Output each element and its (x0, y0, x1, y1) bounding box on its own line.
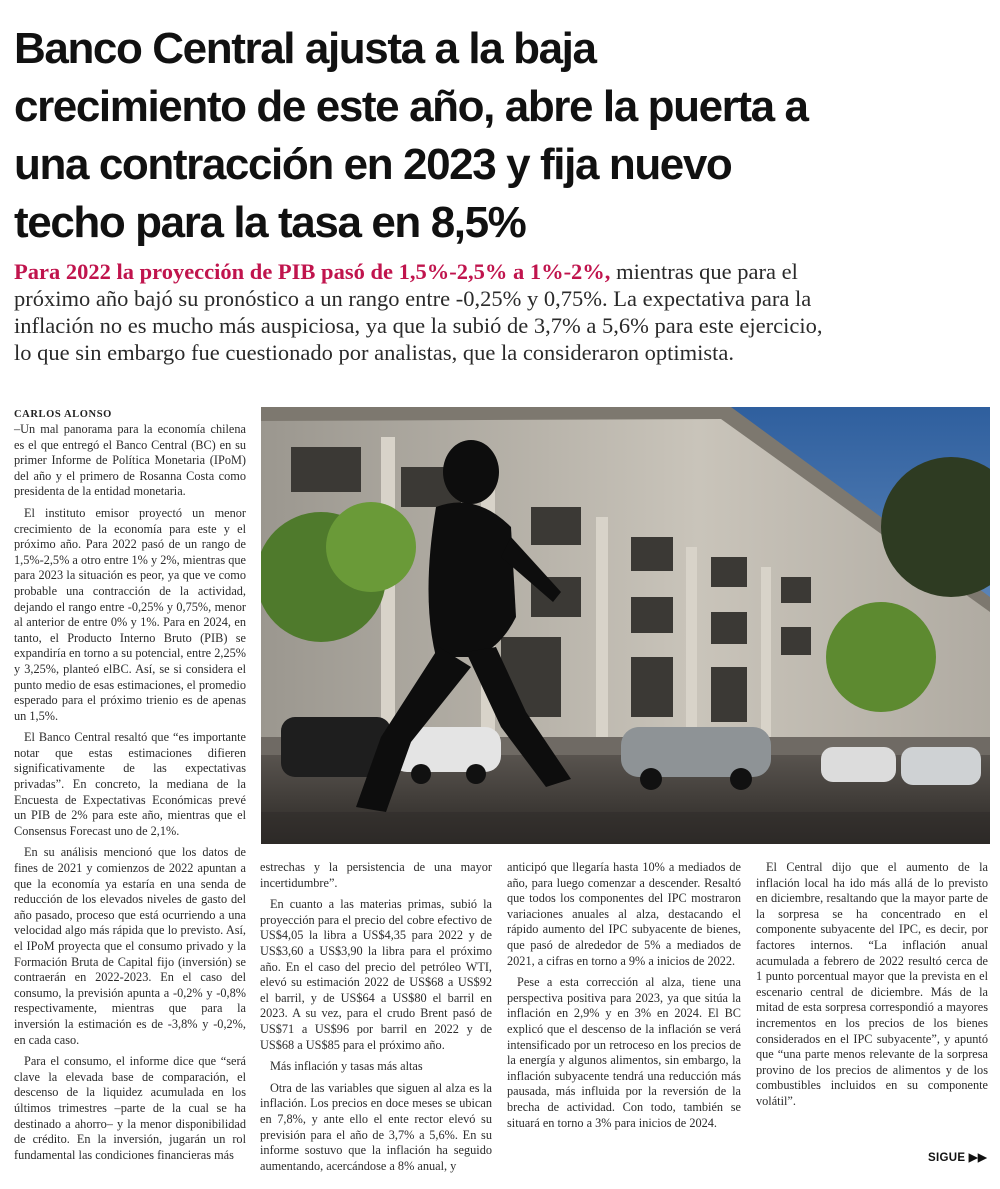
lead-line: lo que sin embargo fue cuestionado por analistas, que la consideraron optimista. (14, 340, 735, 365)
paragraph: Pese a esta corrección al alza, tiene una perspectiva positiva para 2023, ya que sitúa la inflación en 2,9% y en 3% en 2024. El BC explicó que el descenso de la inflación se verá intensificado por un retroceso en los precios de la energía y algunos alimentos, sin embargo, la inflación subyacente tendrá una reducción más pausada, más influida por la reversión de la brecha de actividad. Con todo, también se situará en torno a 3% para inicios de 2024. (507, 975, 741, 1130)
article-column-4 (756, 860, 988, 1116)
paragraph: anticipó que llegaría hasta 10% a mediados de año, para luego comenzar a descender. Resaltó que todos los componentes del IPC mostraron variaciones anuales al alza, destacando el rápido aumento del IPC subyacente de bienes, que pasó de alrededor de 5% a mediados de 2021, a cifras en torno a 9% a inicios de 2022. (507, 860, 741, 968)
paragraph: –Un mal panorama para la economía chilena es el que entregó el Banco Central (BC) en su primer Informe de Política Monetaria (IPoM) del año y el primero de Rosanna Costa como presidenta de la entidad monetaria. (14, 422, 246, 499)
article-column-2 (260, 860, 492, 1180)
lead-line: próximo año bajó su pronóstico a un rango entre -0,25% y 0,75%. La expectativa para la (14, 286, 812, 311)
headline-line: techo para la tasa en 8,5% (14, 198, 526, 247)
headline (14, 20, 989, 252)
article-photo (261, 407, 990, 844)
article-column-1 (14, 422, 246, 1172)
lead-line-1 (14, 258, 989, 285)
headline-line: crecimiento de este año, abre la puerta a (14, 82, 808, 131)
bank-building-photo (261, 407, 990, 844)
paragraph: En su análisis mencionó que los datos de fines de 2021 y comienzos de 2022 apuntan a que la economía ya estaría en una senda de reducción de los elevados niveles de gasto del año pasado, proceso que está ocurriendo a una velocidad algo más rápida que lo previsto. Así, el IPoM proyecta que el consumo privado y la Formación Bruta de Capital fijo (inversión) se contraerán en 2022-2023. En el caso del consumo, la previsión apunta a -0,2% y -0,8% respectivamente, mientras que para la inversión la estimación es de -3,8% y -0,2%, en cada caso. (14, 845, 246, 1047)
lead-paragraph (14, 258, 989, 366)
subheading: Más inflación y tasas más altas (270, 1059, 423, 1074)
paragraph: El instituto emisor proyectó un menor crecimiento de la economía para este y el próximo año. Para 2022 pasó de un rango de 1,5%-2,5% a otro entre 1% y 2%, mientras que para 2023 la situación es peor, ya que ve como probable una contracción de la actividad, dejando el rango entre -0,25% y 0,75%, menor al anterior de entre 0% y 1%. Para en 2024, en tanto, el Producto Interno Bruto (PIB) se expandiría en torno a su potencial, entre 2,25% y 3,25%, planteó elBC. Así, se si considera el punto medio de esas estimaciones, el promedio esperado para el próximo trienio es de apenas un 1,5%. (14, 505, 246, 723)
article-column-3 (507, 860, 741, 1137)
paragraph: Para el consumo, el informe dice que “será clave la elevada base de comparación, el descenso de la liquidez acumulada en los últimos trimestres –parte de la cual se ha destinado a ahorro– y la menor disponibilidad de crédito. En la inversión, jugarán un rol fundamental las condiciones financieras más (14, 1054, 246, 1162)
lead-highlight: Para 2022 la proyección de PIB pasó de 1,5%-2,5% a 1%-2%, (14, 259, 611, 284)
byline: CARLOS ALONSO (14, 409, 112, 420)
lead-text: mientras que para el (610, 259, 798, 284)
paragraph: En cuanto a las materias primas, subió la proyección para el precio del cobre efectivo de US$4,05 la libra a US$4,35 para 2022 y de US$3,60 a US$3,90 la libra para el próximo año. En el caso del precio del petróleo WTI, elevó su estimación 2022 de US$68 a US$92 el barril, y de US$64 a US$80 el barril en 2023. A su vez, para el crudo Brent pasó de US$71 a US$96 por barril en 2022 y de US$68 a US$85 para el próximo año. (260, 897, 492, 1052)
headline-line: una contracción en 2023 y fija nuevo (14, 140, 732, 189)
paragraph: Otra de las variables que siguen al alza es la inflación. Los precios en doce meses se ubican en 7,8%, y ante ello el ente rector elevó su previsión para el año de 3,7% a 5,6%. En su informe sostuvo que la inflación ha seguido aumentando, acercándose a 8% anual, y (260, 1080, 492, 1173)
paragraph: El Banco Central resaltó que “es importante notar que estas estimaciones difieren significativamente de las expectativas privadas”. En concreto, la mediana de la Encuesta de Expectativas Económicas prevé un PIB de 2% para este año, mientras que el Consensus Forecast uno de 2,1%. (14, 730, 246, 838)
paragraph: El Central dijo que el aumento de la inflación local ha ido más allá de lo previsto en diciembre, resaltando que la mayor parte de la sorpresa se ha concentrado en el componente subyacente del IPC, es decir, por factores internos. “La inflación anual acumulada a febrero de 2022 resultó cerca de 1 punto porcentual mayor que la prevista en el escenario central de diciembre. Más de la mitad de esta sorpresa correspondió a mayores incrementos en los precios de los bienes considerados en el IPC subyacente”, y apuntó que “una parte menos relevante de la sorpresa provino de los precios de alimentos y de los combustibles incluidos en su componente volátil”. (756, 860, 988, 1108)
continue-label[interactable]: SIGUE ▶▶ (928, 1152, 988, 1164)
lead-line: inflación no es mucho más auspiciosa, ya que la subió de 3,7% a 5,6% para este ejercicio, (14, 313, 823, 338)
paragraph: estrechas y la persistencia de una mayor incertidumbre”. (260, 860, 492, 890)
headline-line: Banco Central ajusta a la baja (14, 24, 596, 73)
